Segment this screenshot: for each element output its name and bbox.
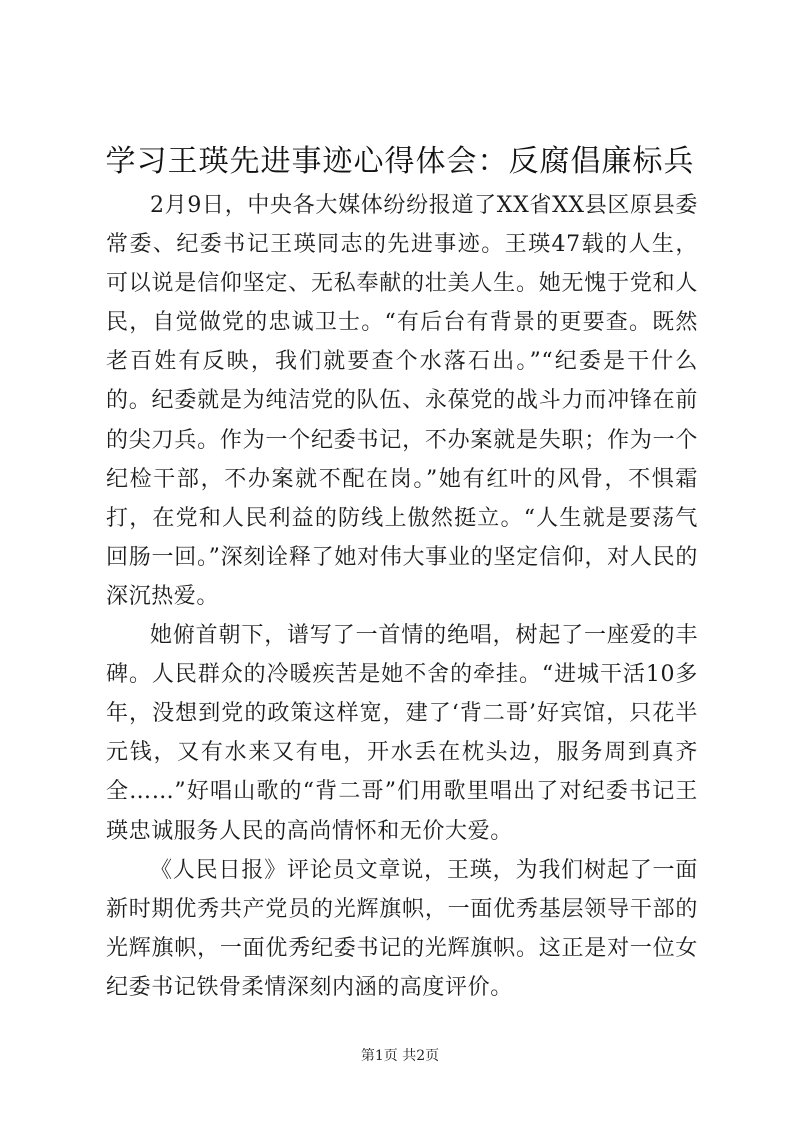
document-body <box>106 186 698 1007</box>
page-number-footer: 第1页 共2页 <box>360 1048 440 1064</box>
paragraph-1: 2月9日，中央各大媒体纷纷报道了XX省XX县区原县委常委、纪委书记王瑛同志的先进事迹。王瑛47载的人生，可以说是信仰坚定、无私奉献的壮美人生。她无愧于党和人民，自觉做党的忠诚卫士。“有后台有背景的更要查。既然老百姓有反映，我们就要查个水落石出。”“纪委是干什么的。纪委就是为纯洁党的队伍、永葆党的战斗力而冲锋在前的尖刀兵。作为一个纪委书记，不办案就是失职；作为一个纪检干部，不办案就不配在岗。”她有红叶的风骨，不惧霜打，在党和人民利益的防线上傲然挺立。“人生就是要荡气回肠一回。”深刻诠释了她对伟大事业的坚定信仰，对人民的深沉热爱。 <box>106 193 698 609</box>
document-title: 学习王瑛先进事迹心得体会：反腐倡廉标兵 <box>105 144 695 179</box>
paragraph-2: 她俯首朝下，谱写了一首情的绝唱，树起了一座爱的丰碑。人民群众的冷暖疾苦是她不舍的牵挂。“进城干活10多年，没想到党的政策这样宽，建了‘背二哥’好宾馆，只花半元钱，又有水来又有电，开水丢在枕头边，服务周到真齐全……”好唱山歌的“背二哥”们用歌里唱出了对纪委书记王瑛忠诚服务人民的高尚情怀和无价大爱。 <box>106 623 698 844</box>
paragraph-3: 《人民日报》评论员文章说，王瑛，为我们树起了一面新时期优秀共产党员的光辉旗帜，一面优秀基层领导干部的光辉旗帜，一面优秀纪委书记的光辉旗帜。这正是对一位女纪委书记铁骨柔情深刻内涵的高度评价。 <box>106 857 698 1000</box>
